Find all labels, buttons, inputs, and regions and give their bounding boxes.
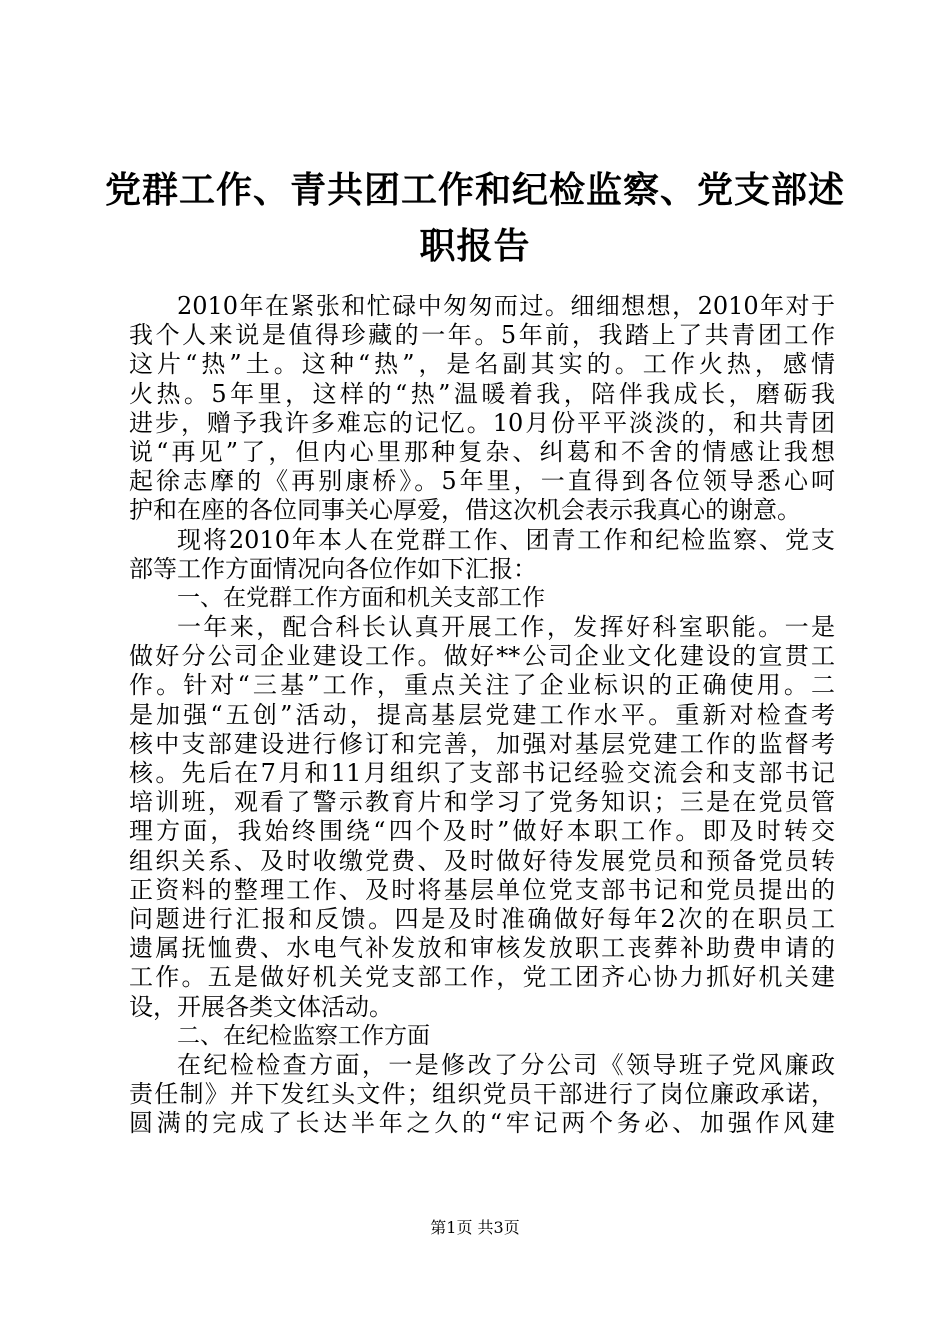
body-line: 进步，赠予我许多难忘的记忆。10月份平平淡淡的，和共青团 [129,408,835,437]
body-line: 现将2010年本人在党群工作、团青工作和纪检监察、党支 [177,525,835,554]
body-line: 在纪检检查方面，一是修改了分公司《领导班子党风廉政 [177,1050,835,1079]
body-line: 一年来，配合科长认真开展工作，发挥好科室职能。一是 [177,613,835,642]
body-line: 工作。五是做好机关党支部工作，党工团齐心协力抓好机关建 [129,963,835,992]
body-line: 正资料的整理工作、及时将基层单位党支部书记和党员提出的 [129,875,835,904]
body-line: 核中支部建设进行修订和完善，加强对基层党建工作的监督考 [129,729,835,758]
body-line: 火热。5年里，这样的“热”温暖着我，陪伴我成长，磨砺我 [129,379,835,408]
document-body [129,292,835,1138]
body-line: 我个人来说是值得珍藏的一年。5年前，我踏上了共青团工作 [129,321,835,350]
body-line: 培训班，观看了警示教育片和学习了党务知识；三是在党员管 [129,788,835,817]
body-line: 组织关系、及时收缴党费、及时做好待发展党员和预备党员转 [129,846,835,875]
body-line: 理方面，我始终围绕“四个及时”做好本职工作。即及时转交 [129,817,835,846]
body-line: 起徐志摩的《再别康桥》。5年里，一直得到各位领导悉心呵 [129,467,835,496]
section-heading: 一、在党群工作方面和机关支部工作 [177,584,545,611]
body-line: 这片“热”土。这种“热”，是名副其实的。工作火热，感情 [129,350,835,379]
body-line: 作。针对“三基”工作，重点关注了企业标识的正确使用。二 [129,671,835,700]
body-line: 2010年在紧张和忙碌中匆匆而过。细细想想，2010年对于 [177,292,835,320]
page-footer: 第1页 共3页 [430,1218,520,1237]
body-line: 设，开展各类文体活动。 [129,992,393,1021]
body-line: 做好分公司企业建设工作。做好**公司企业文化建设的宣贯工 [129,642,835,671]
body-line: 责任制》并下发红头文件；组织党员干部进行了岗位廉政承诺， [129,1080,835,1109]
body-line: 护和在座的各位同事关心厚爱，借这次机会表示我真心的谢意。 [129,496,801,525]
body-line: 问题进行汇报和反馈。四是及时准确做好每年2次的在职员工 [129,904,835,933]
body-line: 核。先后在7月和11月组织了支部书记经验交流会和支部书记 [129,759,835,787]
section-heading: 二、在纪检监察工作方面 [177,1022,430,1049]
document-title-line-2: 职报告 [419,226,531,267]
body-line: 是加强“五创”活动，提高基层党建工作水平。重新对检查考 [129,700,835,729]
body-line: 遗属抚恤费、水电气补发放和审核发放职工丧葬补助费申请的 [129,934,835,963]
document-title-line-1: 党群工作、青共团工作和纪检监察、党支部述 [104,170,845,211]
body-line: 部等工作方面情况向各位作如下汇报： [129,554,537,583]
body-line: 说“再见”了，但内心里那种复杂、纠葛和不舍的情感让我想 [129,437,835,466]
body-line: 圆满的完成了长达半年之久的“牢记两个务必、加强作风建 [129,1109,835,1138]
